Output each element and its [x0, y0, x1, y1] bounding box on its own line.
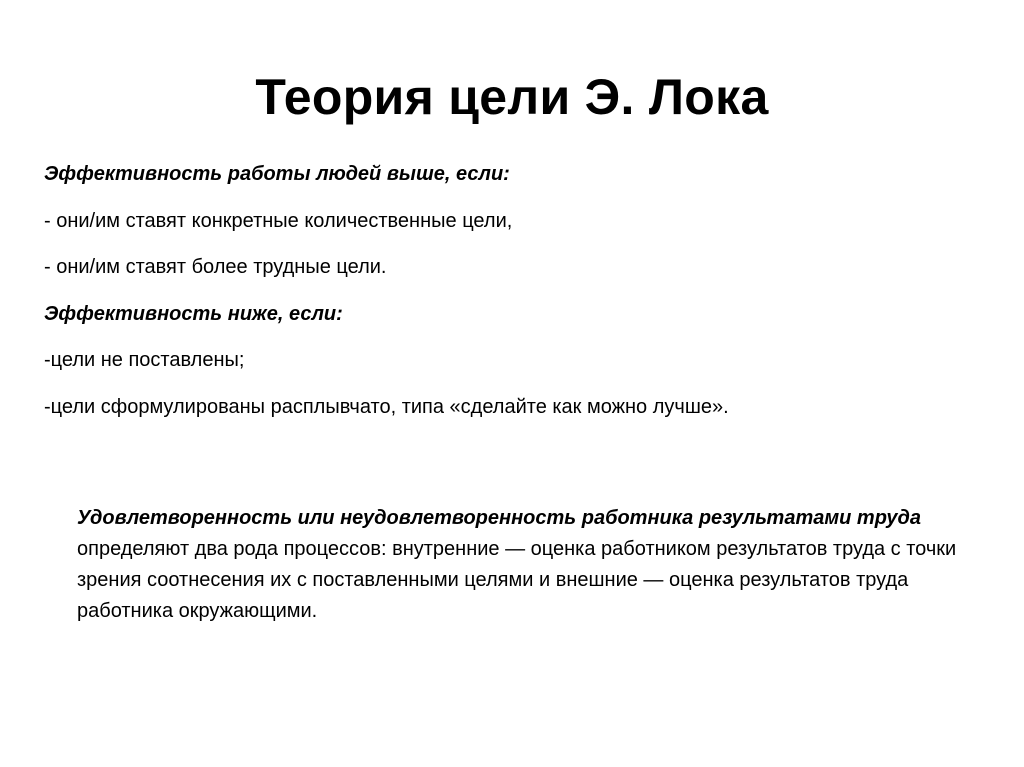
paragraph-lead: Удовлетворенность или неудовлетворенность работника результатами труда: [77, 507, 922, 529]
list-item-harder-goals: - они/им ставят более трудные цели.: [44, 256, 387, 278]
list-item-vague-goals: -цели сформулированы расплывчато, типа «сделайте как можно лучше».: [44, 395, 729, 418]
list-item-specific-goals: - они/им ставят конкретные количественные цели,: [44, 209, 513, 232]
paragraph-text: определяют два рода процессов: внутренние — оценка работником результатов труда с точки зрения соотнесения их с поставленными целями и внешние — оценка результатов труда работника окружающими.: [77, 538, 957, 622]
heading-lower-efficiency: Эффективность ниже, если:: [44, 302, 343, 325]
list-item-no-goals: -цели не поставлены;: [44, 349, 245, 371]
heading-higher-efficiency: Эффективность работы людей выше, если:: [44, 163, 510, 185]
satisfaction-paragraph: [77, 503, 967, 627]
content-list: [44, 160, 984, 439]
slide-title: Теория цели Э. Лока: [255, 69, 769, 125]
